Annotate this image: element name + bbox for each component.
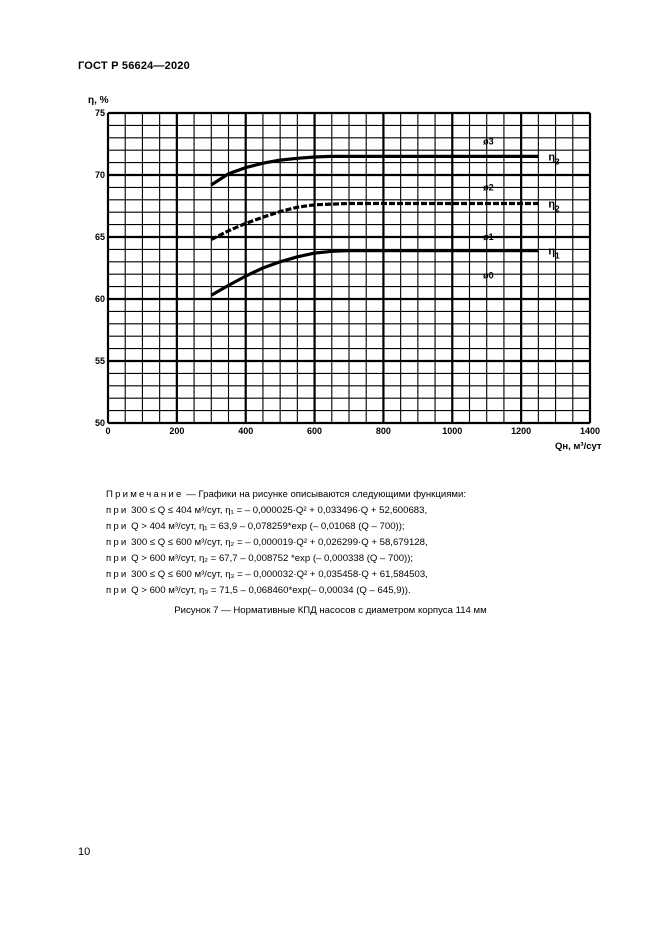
note-block — [106, 487, 586, 599]
chart-grid — [108, 113, 590, 423]
note-title: Примечание — [106, 489, 184, 500]
note-line-5: при 300 ≤ Q ≤ 600 м³/сут, η₃ = – 0,000032·Q² + 0,035458·Q + 61,584503, — [106, 569, 428, 580]
x-tick-label: 0 — [105, 426, 111, 436]
y-tick-label: 65 — [94, 232, 105, 242]
x-tick-label: 200 — [169, 426, 185, 436]
x-tick-label: 1200 — [511, 426, 532, 436]
x-tick-label: 400 — [238, 426, 254, 436]
x-tick-label: 1400 — [579, 426, 601, 436]
curve-label: $\eta_2$ — [548, 198, 560, 214]
zone-label: ø1 — [483, 232, 494, 242]
x-tick-label: 1000 — [442, 426, 463, 436]
curve-label: $\eta_3$ — [548, 151, 560, 167]
note-line-3: при 300 ≤ Q ≤ 600 м³/сут, η₂ = – 0,000019·Q² + 0,026299·Q + 58,679128, — [106, 537, 428, 548]
x-axis-label: Qн, м³/сут — [555, 441, 602, 452]
series-η3 — [211, 156, 538, 185]
x-tick-label: 600 — [307, 426, 323, 436]
zone-label: ø3 — [483, 136, 494, 147]
page-number: 10 — [78, 846, 91, 858]
note-line-2: при Q > 404 м³/сут, η₁ = 63,9 – 0,078259*exp (– 0,01068 (Q – 700)); — [106, 521, 405, 532]
y-tick-label: 50 — [94, 418, 105, 428]
standard-header: ГОСТ Р 56624—2020 — [78, 60, 190, 72]
y-tick-label: 70 — [94, 170, 105, 180]
zone-label: ø2 — [483, 182, 494, 193]
y-tick-label: 55 — [94, 356, 105, 366]
x-tick-label: 800 — [375, 426, 391, 436]
note-line-6: при Q > 600 м³/сут, η₃ = 71,5 – 0,068460*exp(– 0,00034 (Q – 645,9)). — [106, 585, 411, 596]
y-axis-label: η, % — [88, 95, 109, 106]
note-line-1: при 300 ≤ Q ≤ 404 м³/сут, η₁ = – 0,000025·Q² + 0,033496·Q + 52,600683, — [106, 505, 428, 516]
curve-label: $\eta_1$ — [548, 245, 560, 261]
figure-caption: Рисунок 7 — Нормативные КПД насосов с диаметром корпуса 114 мм — [174, 605, 487, 616]
note-line-4: при Q > 600 м³/сут, η₂ = 67,7 – 0,008752 *exp (– 0,000338 (Q – 700)); — [106, 553, 414, 564]
note-heading — [106, 487, 586, 503]
zone-label: ø0 — [483, 270, 494, 281]
y-tick-label: 75 — [94, 108, 105, 118]
y-tick-label: 60 — [94, 294, 105, 304]
note-intro: — Графики на рисунке описываются следующими функциями: — [183, 489, 467, 500]
